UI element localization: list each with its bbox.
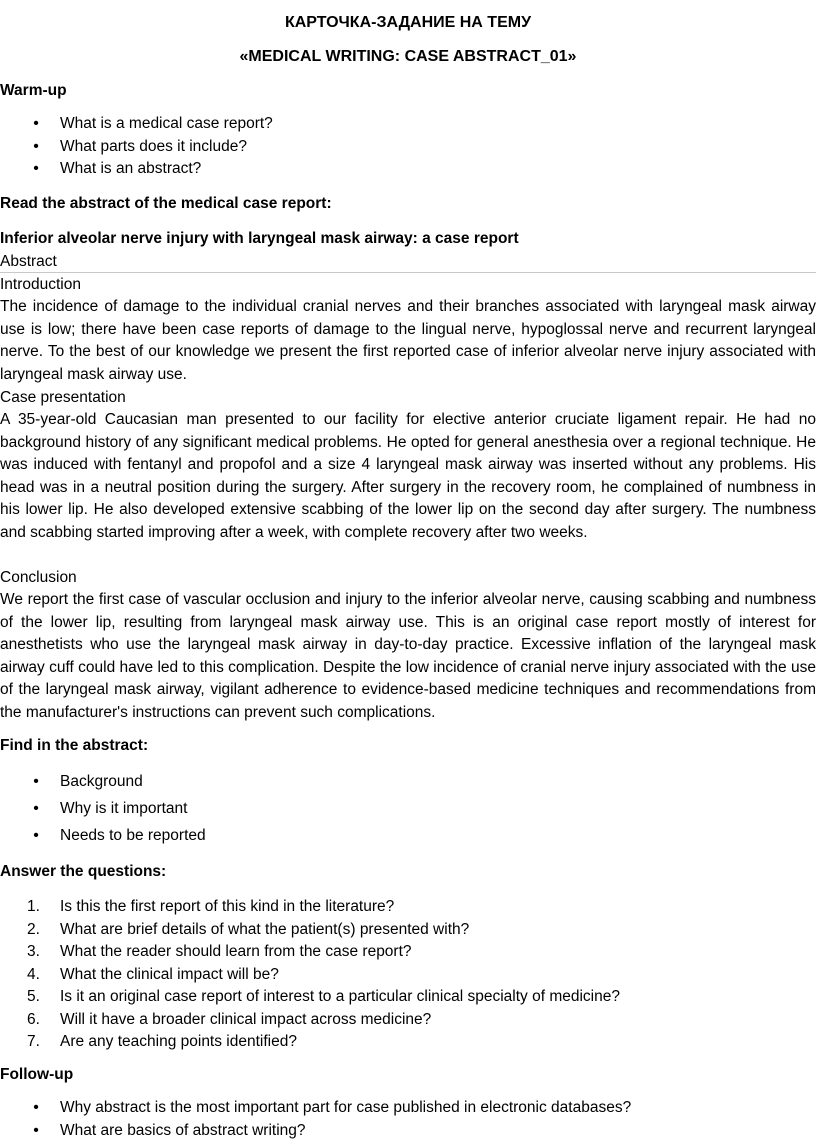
conclusion-text: We report the first case of vascular occlusion and injury to the inferior alveolar nerve, causing scabbing and numbness of the lower lip, resulting from laryngeal mask airway use. This is an original case report mostly of interest for anesthetists who use the laryngeal mask airway in day-to-day practice. Excessive inflation of the laryngeal mask airway cuff could have led to this complication. Despite the low incidence of cranial nerve injury associated with the use of the laryngeal mask airway, vigilant adherence to evidence-based medicine techniques and recommendations from the manufacturer's instructions can prevent such complications. [0, 591, 816, 721]
bullet-icon: • [33, 160, 39, 177]
bullet-icon: • [33, 137, 39, 155]
list-item-text: Why abstract is the most important part for case published in electronic databases? [60, 1099, 632, 1116]
list-item-text: What parts does it include? [60, 137, 247, 155]
list-item-text: What the reader should learn from the case report? [60, 943, 412, 960]
case-presentation-text: A 35-year-old Caucasian man presented to our facility for elective anterior cruciate ligament repair. He had no background history of any significant medical problems. He opted for general anesthesia over a regional technique. He was induced with fentanyl and propofol and a size 4 laryngeal mask airway was inserted without any problems. His head was in a neutral position during the surgery. After surgery in the recovery room, he complained of numbness in his lower lip. He also developed extensive scabbing of the lower lip on the second day after surgery. The numbness and scabbing started improving after a week, with complete recovery after two weeks. [0, 411, 816, 541]
warmup-heading: Warm-up [0, 82, 67, 99]
list-item-text: What is a medical case report? [60, 115, 273, 132]
section-divider [0, 272, 816, 273]
title-line-2: «MEDICAL WRITING: CASE ABSTRACT_01» [239, 48, 577, 65]
item-number: 5. [27, 988, 40, 1005]
followup-heading: Follow-up [0, 1066, 74, 1083]
list-item-text: Why is it important [60, 799, 188, 817]
list-item-text: What are basics of abstract writing? [60, 1121, 306, 1139]
item-number: 2. [27, 920, 40, 938]
bullet-icon: • [33, 115, 39, 132]
item-number: 7. [27, 1033, 40, 1050]
list-item-text: Is this the first report of this kind in the literature? [60, 898, 395, 915]
item-number: 3. [27, 943, 40, 960]
answer-heading: Answer the questions: [0, 863, 167, 880]
case-presentation-label: Case presentation [0, 389, 126, 406]
read-heading: Read the abstract of the medical case report: [0, 195, 332, 212]
list-item-text: What are brief details of what the patient(s) presented with? [60, 920, 470, 938]
item-number: 4. [27, 965, 40, 983]
item-number: 1. [27, 898, 40, 915]
list-item-text: What the clinical impact will be? [60, 965, 279, 983]
list-item-text: Are any teaching points identified? [60, 1033, 297, 1050]
list-item-text: Is it an original case report of interest to a particular clinical specialty of medicine? [60, 988, 620, 1005]
bullet-icon: • [33, 799, 39, 817]
introduction-text: The incidence of damage to the individual cranial nerves and their branches associated with laryngeal mask airway use is low; there have been case reports of damage to the lingual nerve, hypoglossal nerve and recurrent laryngeal nerve. To the best of our knowledge we present the first reported case of inferior alveolar nerve injury associated with laryngeal mask airway use. [0, 298, 816, 383]
title-line-1: КАРТОЧКА-ЗАДАНИЕ НА ТЕМУ [284, 14, 532, 31]
list-item-text: Background [60, 773, 143, 790]
bullet-icon: • [33, 1121, 39, 1139]
bullet-icon: • [33, 826, 39, 844]
abstract-label: Abstract [0, 253, 57, 270]
list-item-text: Needs to be reported [60, 826, 206, 844]
item-number: 6. [27, 1010, 40, 1028]
find-heading: Find in the abstract: [0, 737, 149, 754]
article-title: Inferior alveolar nerve injury with laryngeal mask airway: a case report [0, 230, 519, 247]
conclusion-label: Conclusion [0, 569, 77, 586]
bullet-icon: • [33, 773, 39, 790]
list-item-text: What is an abstract? [60, 160, 202, 177]
introduction-label: Introduction [0, 276, 81, 293]
bullet-icon: • [33, 1099, 39, 1116]
list-item-text: Will it have a broader clinical impact across medicine? [60, 1010, 432, 1028]
